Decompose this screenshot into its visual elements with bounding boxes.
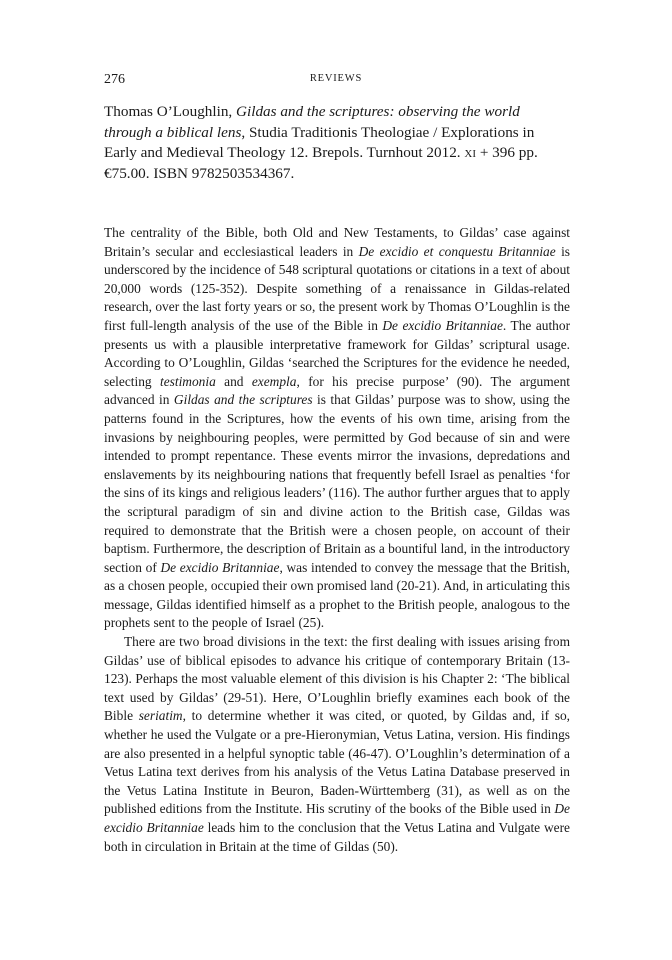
citation-title: Gildas and the scriptures: observing the world through a biblical lens (104, 103, 520, 141)
text-run: is that Gildas’ purpose was to show, using the patterns found in the Scriptures, how the events of his own time, arising from the invasions by neighbouring peoples, were permitted by God because of sin and were intended to prompt repentance. These events mirror the invasions, depredations and enslavements by its neighbouring nations that frequently befell Israel as penalties ‘for the sins of its kings and religious leaders’ (116). The author further argues that to apply the scriptural paradigm of sin and divine action to the British case, Gildas was required to demonstrate that the British were a chosen people, on account of their baptism. Furthermore, the description of Britain as a bountiful land, in the introductory section of (104, 392, 570, 575)
citation-price-isbn: + 396 pp. €75.00. ISBN 9782503534367. (104, 144, 538, 182)
italic-title: De excidio et conquestu Britanniae (358, 243, 556, 259)
text-run: . The author presents us with a plausible interpretative framework for Gildas’ scriptural usage. According to O’Loughlin, Gildas ‘searched the Scriptures for the evidence he needed, selecting (104, 317, 571, 389)
italic-title: De excidio Britanniae (104, 801, 570, 835)
running-head: REVIEWS (309, 73, 363, 84)
text-run: , was intended to convey the message that the British, as a chosen people, occupied their own promised land (20-21). And, in articulating this message, Gildas identified himself as a prophet to the British people, analogous to the prophets sent to the people of Israel (25). (104, 559, 571, 631)
text-run: is underscored by the incidence of 548 scriptural quotations or citations in a text of about 20,000 words (125-352). Despite something of a renaissance in Gildas-related research, over the last forty years or so, the present work by Thomas O’Loughlin is the first full-length analysis of the use of the Bible in (104, 243, 571, 333)
text-run: leads him to the conclusion that the Vetus Latina and Vulgate were both in circulation in Britain at the time of Gildas (50). (104, 820, 570, 854)
citation-details: , Studia Traditionis Theologiae / Explorations in Early and Medieval Theology 12. Brepols. Turnhout 2012. (104, 123, 535, 161)
italic-title: Gildas and the scriptures (173, 392, 313, 408)
text-run: , to determine whether it was cited, or quoted, by Gildas and, if so, whether he used the Vulgate or a pre-Hieronymian, Vetus Latina, version. His findings are also presented in a helpful synoptic table (46-47). O’Loughlin’s determination of a Vetus Latina text derives from his analysis of the Vetus Latina Database preserved in the Vetus Latina Institute in Beuron, Baden-Württemberg (31), as well as on the published editions from the Institute. His scrutiny of the books of the Bible used in (104, 708, 571, 817)
text-run: and (215, 373, 252, 389)
italic-term: exempla (251, 373, 297, 389)
paragraph-1 (104, 224, 570, 633)
review-body (104, 224, 570, 856)
text-run: There are two broad divisions in the text: the first dealing with issues arising from Gildas’ use of biblical episodes to advance his critique of contemporary Britain (13-123). Perhaps the most valuable element of this division is his Chapter 2: ‘The biblical text used by Gildas’ (29-51). Here, O’Loughlin briefly examines each book of the Bible (104, 634, 570, 724)
book-citation (104, 102, 554, 184)
text-run: , for his precise purpose’ (90). The argument advanced in (104, 373, 570, 408)
italic-term: testimonia (159, 373, 216, 389)
italic-title: De excidio Britanniae (382, 317, 503, 333)
italic-term: seriatim (138, 708, 183, 724)
citation-author: Thomas O’Loughlin, (104, 103, 237, 120)
paragraph-2 (104, 633, 570, 856)
text-run: The centrality of the Bible, both Old and New Testaments, to Gildas’ case against Britain’s secular and ecclesiastical leaders in (104, 225, 570, 259)
page-number: 276 (104, 72, 125, 87)
citation-pages: xi (464, 144, 477, 161)
italic-title: De excidio Britanniae (160, 559, 280, 575)
